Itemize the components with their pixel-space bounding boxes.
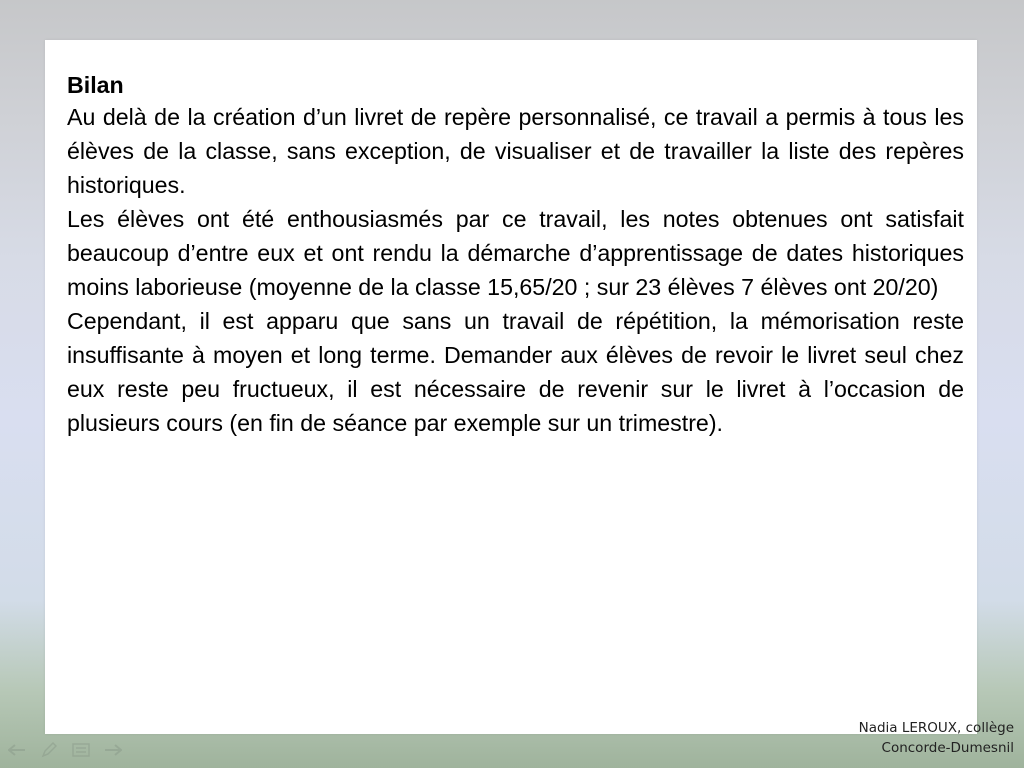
slide-panel: [45, 40, 977, 734]
slide-menu-icon[interactable]: [70, 742, 92, 758]
next-arrow-icon[interactable]: [102, 742, 124, 758]
pen-icon[interactable]: [38, 742, 60, 758]
previous-arrow-icon[interactable]: [6, 742, 28, 758]
paragraph-1: Au delà de la création d’un livret de repère personnalisé, ce travail a permis à tous les élèves de la classe, sans exception, de visualiser et de travailler la liste des repères historiques.: [67, 104, 964, 198]
footer-line-school: Concorde-Dumesnil: [881, 740, 1014, 756]
paragraph-3: Cependant, il est apparu que sans un travail de répétition, la mémorisation reste insuffisante à moyen et long terme. Demander aux élèves de revoir le livret seul chez eux reste peu fructueux, il est nécessaire de revenir sur le livret à l’occasion de plusieurs cours (en fin de séance par exemple sur un trimestre).: [67, 308, 964, 436]
slide-heading: Bilan: [67, 72, 124, 98]
footer-line-author: Nadia LEROUX, collège: [858, 720, 1014, 736]
slide-content: [67, 70, 964, 440]
slideshow-controls: [6, 742, 124, 758]
paragraph-2: Les élèves ont été enthousiasmés par ce travail, les notes obtenues ont satisfait beaucoup d’entre eux et ont rendu la démarche d’apprentissage de dates historiques moins laborieuse (moyenne de la classe 15,65/20 ; sur 23 élèves 7 élèves ont 20/20): [67, 206, 964, 300]
author-footer: [859, 718, 1014, 758]
